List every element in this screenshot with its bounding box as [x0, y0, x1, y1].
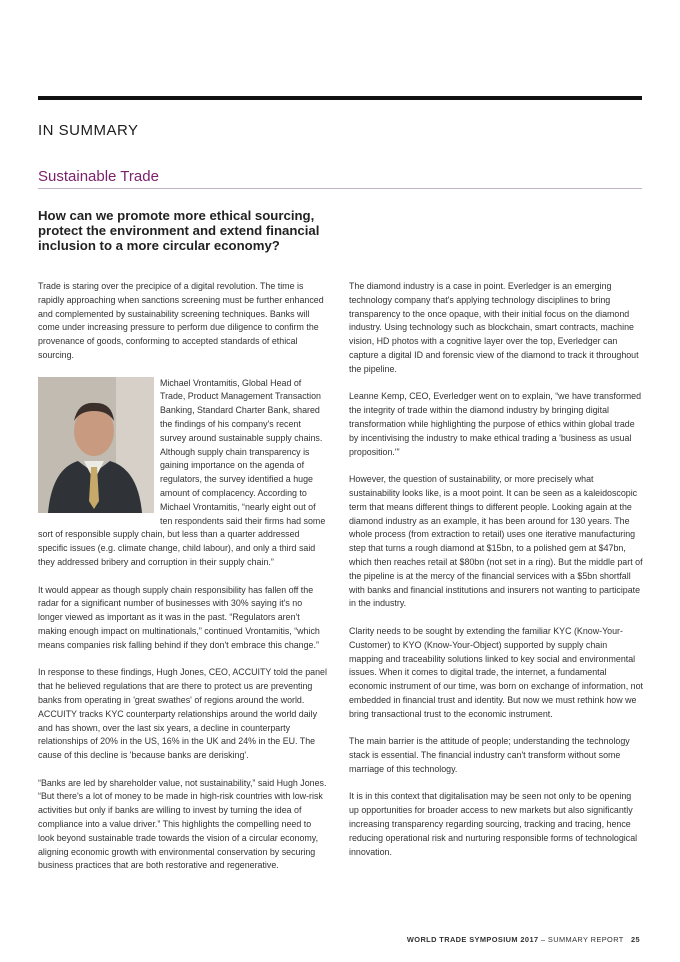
section-title: Sustainable Trade [38, 168, 159, 185]
section-label: IN SUMMARY [38, 122, 139, 139]
portrait-block [38, 377, 328, 570]
page-number: 25 [630, 935, 640, 944]
paragraph: “Banks are led by shareholder value, not sustainability,” said Hugh Jones. “But there's a lot of money to be made in high-risk countries with low-risk activities but only if banks are willing to invest by turning the idea of compliance into a value driver.” This highlights the compelling need to look beyond sustainable trade towards the vision of a circular economy, aligning economic growth with environmental conservation by securing business practices that are both restorative and regenerative. [38, 777, 327, 871]
paragraph: The main barrier is the attitude of people; understanding the technology stack is essential. The financial industry can't transform without some marriage of this technology. [349, 736, 630, 774]
lead-question: How can we promote more ethical sourcing, protect the environment and extend financial inclusion to a more circular economy? [38, 208, 320, 253]
paragraph: However, the question of sustainability, or more precisely what sustainability looks like, is a moot point. It can be seen as a kaleidoscopic term that means different things to different people. Looking again at the diamond industry as an example, it has been around for 130 years. The whole process (from extraction to retail) uses one iterative manufacturing step that turns a rough diamond at $15bn, to a polished gem at $47bn, which then reaches retail at $80bn (not set in a ring). But the middle part of the pipeline is at the mercy of the financial services with a $5bn shortfall with banks and financial institutions and insurers not wanting to participate in the industry. [349, 474, 643, 609]
left-column [38, 280, 328, 887]
paragraph: Leanne Kemp, CEO, Everledger went on to explain, “we have transformed the integrity of trade within the diamond industry by bringing digital transformation while highlighting the purpose of ethics within global trade by incentivising the industry to make ethical trading a 'business as usual proposition.'” [349, 391, 642, 457]
title-divider [38, 188, 642, 189]
paragraph: The diamond industry is a case in point. Everledger is an emerging technology company that's applying technology disciplines to bring transparency to the once opaque, with their initial focus on the diamond industry. Using technology such as blockchain, smart contracts, machine vision, HD photos with a cognitive layer over the top, Everledger can capture a digital ID and forensic view of the diamond to track it throughout the pipeline. [349, 281, 639, 374]
paragraph: Trade is staring over the precipice of a digital revolution. The time is rapidly approaching when sanctions screening must be further enhanced and complemented by sustainability screening techniques. Banks will come under increasing pressure to perform due diligence to confirm the provenance of goods, conforming to accepted standards of ethical sourcing. [38, 281, 324, 360]
page-footer [407, 935, 640, 944]
paragraph: It is in this context that digitalisation may be seen not only to be opening up opportunities for broader access to new markets but also significantly increasing transparency regarding sourcing, tracking and tracing, hence reducing operational risk and nurturing responsible forms of technological innovation. [349, 791, 638, 857]
paragraph: Michael Vrontamitis, Global Head of Trade, Product Management Transaction Banking, Standard Charter Bank, shared the findings of his company's recent survey around sustainable supply chains. Although supply chain transparency is gaining importance on the agenda of regulators, the survey identified a huge amount of complacency. According to Michael Vrontamitis, “nearly eight out of ten respondents said their firms had some sort of responsible supply chain, but less than a quarter addressed specific issues (e.g. climate change, child labour), and only a third said they addressed bribery and corruption in their supply chain.” [38, 377, 326, 567]
footer-report: SUMMARY REPORT [547, 935, 624, 944]
paragraph: Clarity needs to be sought by extending the familiar KYC (Know-Your-Customer) to KYO (Know-Your-Object) supported by supply chain mapping and traceability solutions linked to key social and environmental issues. When it comes to digital trade, the internet, a fundamental economic instrument of our time, was born on exchange of information, not embedded in financial trust and identity. But now we must rethink how we bring transactional trust to the economic instrument. [349, 625, 644, 719]
right-column [349, 280, 643, 873]
paragraph: It would appear as though supply chain responsibility has fallen off the radar for a significant number of businesses with 30% saying it's no longer viewed as important as it was in the past. “Regulators aren't making enough impact on multinationals,” continued Vrontamitis, “which means companies risk falling behind if they don't embrace this change.” [38, 584, 320, 650]
footer-event: WORLD TRADE SYMPOSIUM 2017 [406, 935, 539, 944]
paragraph: In response to these findings, Hugh Jones, CEO, ACCUITY told the panel that he believed regulations that are there to protect us are preventing banks from operating in 'great swathes' of regions around the world. ACCUITY tracks KYC counterparty relationships around the world daily and has shown, over the last six years, a decline in counterparty relationships of 20% in the US, 16% in the UK and 24% in the EU. The cause of this decline is 'because banks are derisking'. [38, 667, 327, 761]
top-rule [38, 96, 642, 100]
speaker-photo [38, 377, 154, 513]
footer-separator: – [538, 935, 548, 944]
